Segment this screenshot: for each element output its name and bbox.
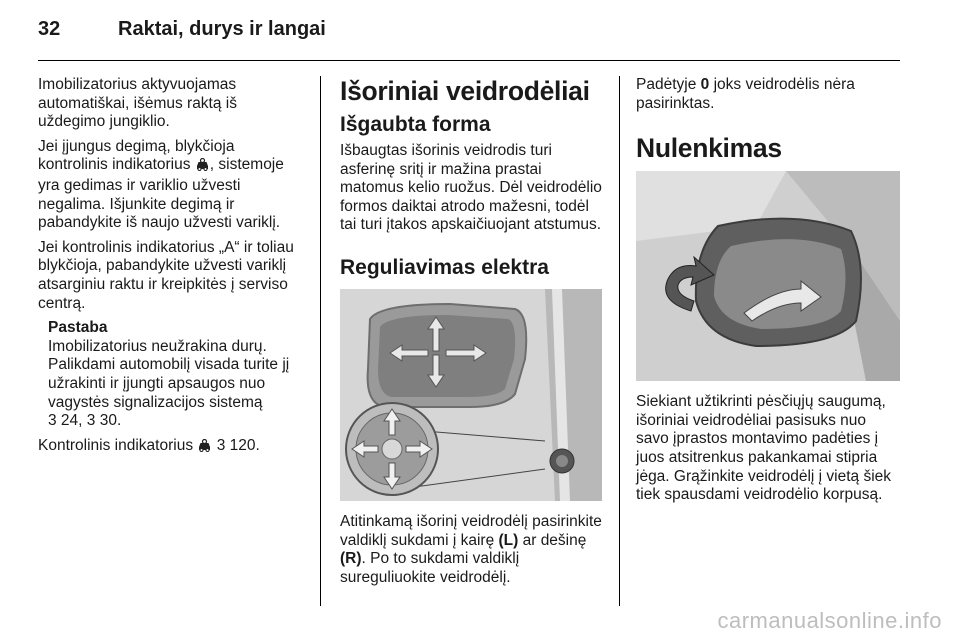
text-fragment: Padėtyje (636, 76, 701, 93)
text-fragment: Atitinkamą išorinį veidrodėlį pasirinkite valdiklį sukdami į kairę (340, 512, 602, 549)
paragraph-folding: Siekiant užtikrinti pėsčiųjų saugumą, išoriniai veidrodėliai pasisuks nuo savo įprastos montavimo padėties į juos atsitrenkus pakankamai stipria jėga. Grąžinkite veidrodėlį į vietą šiek tiek spausdami veidrodėlio korpusą. (636, 393, 892, 504)
paragraph-indicator-flashing (38, 138, 306, 233)
paragraph-electric (340, 513, 602, 587)
text-fragment: ar dešinę (518, 531, 587, 549)
text-fragment: . Po to sukdami valdiklį sureguliuokite veidrodėlį. (340, 550, 520, 586)
note-text: Imobilizatorius neužrakina durų. Palikdami automobilį visada turite jį užrakinti ir įjungti apsaugos nuo vagystės signalizacijos sistemą (48, 337, 290, 411)
watermark: carmanualsonline.info (717, 608, 942, 633)
text-fragment: , sistemoje yra gedimas ir variklio užvesti negalima. Išjunkite degimą ir pabandykite iš naujo užvesti variklį. (38, 156, 284, 232)
label-left: (L) (498, 531, 519, 549)
section-heading: Išoriniai veidrodėliai (340, 76, 590, 106)
label-zero: 0 (700, 76, 710, 93)
column-divider-2 (619, 76, 620, 606)
subheading-electric: Reguliavimas elektra (340, 255, 549, 279)
paragraph-spare-key: Jei kontrolinis indikatorius „A“ ir toliau blykčioja, pabandykite užvesti variklį atsarginiu raktu ir kreipkitės į serviso centrą. (38, 238, 294, 312)
text-fragment: Kontrolinis indikatorius (38, 436, 198, 454)
paragraph-position-zero (636, 76, 902, 113)
page-header (38, 18, 326, 48)
car-key-indicator-icon (195, 158, 210, 177)
paragraph-immobilizer-auto: Imobilizatorius aktyvuojamas automatiškai, išėmus raktą iš uždegimo jungiklio. (38, 76, 237, 131)
subheading-convex: Išgaubta forma (340, 113, 491, 136)
note-title: Pastaba (48, 319, 108, 337)
column-2 (340, 76, 602, 593)
mirror-folding-figure (636, 171, 900, 381)
text-fragment: Jei įjungus degimą, blykčioja kontrolinis indikatorius (38, 137, 235, 174)
column-3 (636, 76, 902, 511)
paragraph-indicator-ref (38, 437, 306, 458)
mirror-adjustment-figure (340, 289, 602, 501)
header-rule (38, 60, 900, 61)
subheading-folding: Nulenkimas (636, 133, 782, 164)
column-1 (38, 76, 306, 463)
note-refs: 3 24, 3 30. (48, 412, 122, 430)
label-right: (R) (340, 550, 362, 568)
page-number: 32 (38, 18, 61, 40)
paragraph-convex: Išbaugtas išorinis veidrodis turi asferinę sritį ir mažina prastai matomus kelio ruožus. Dėl veidrodėlio formos daiktai atrodo mažesni, todėl tai turi įtakos apskaičiuojant atstumus. (340, 142, 602, 234)
page-title: Raktai, durys ir langai (118, 18, 326, 40)
text-fragment: 3 120. (212, 436, 260, 454)
note-box (38, 319, 306, 431)
text-fragment: joks veidrodėlis nėra pasirinktas. (636, 76, 855, 112)
car-key-indicator-icon (197, 439, 212, 458)
column-divider-1 (320, 76, 321, 606)
